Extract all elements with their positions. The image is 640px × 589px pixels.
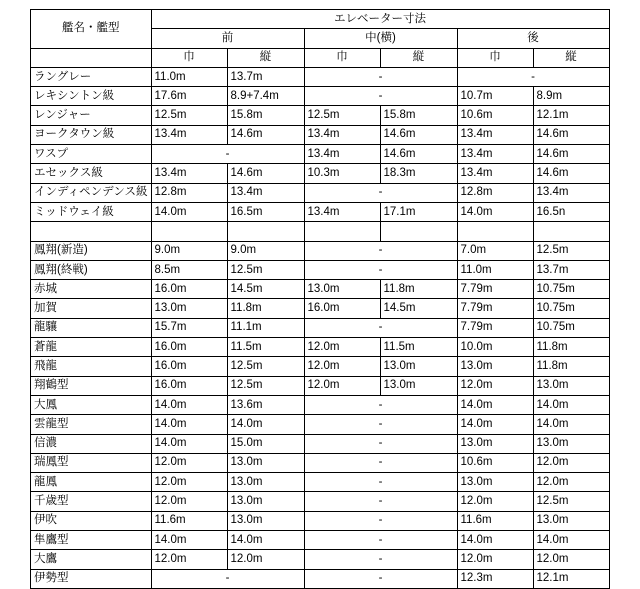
- ship-header: 艦名・艦型: [31, 10, 152, 49]
- table-row: [31, 241, 610, 260]
- front-length-cell: 13.7m: [227, 67, 304, 86]
- rear-length-cell: 14.0m: [533, 415, 609, 434]
- ship-name-cell: 翔鶴型: [31, 376, 152, 395]
- rear-width-cell: 13.4m: [457, 145, 533, 164]
- front-width-cell: 14.0m: [151, 531, 227, 550]
- middle-none-cell: -: [304, 453, 457, 472]
- table-row: [31, 106, 610, 125]
- table-row: [31, 280, 610, 299]
- middle-none-cell: -: [304, 473, 457, 492]
- table-row: [31, 299, 610, 318]
- front-width-header: 巾: [151, 48, 227, 67]
- table-row: [31, 357, 610, 376]
- front-length-cell: 11.8m: [227, 299, 304, 318]
- rear-length-cell: 10.75m: [533, 318, 609, 337]
- front-width-cell: 13.0m: [151, 299, 227, 318]
- rear-length-cell: 11.8m: [533, 357, 609, 376]
- middle-none-cell: -: [304, 241, 457, 260]
- rear-length-cell: 8.9m: [533, 87, 609, 106]
- ship-name-cell: 信濃: [31, 434, 152, 453]
- front-length-cell: 13.0m: [227, 492, 304, 511]
- table-row: [31, 434, 610, 453]
- front-length-cell: 13.0m: [227, 511, 304, 530]
- rear-length-cell: 12.1m: [533, 569, 609, 588]
- rear-length-cell: 11.8m: [533, 338, 609, 357]
- front-width-cell: 14.0m: [151, 202, 227, 221]
- rear-width-cell: 7.79m: [457, 280, 533, 299]
- middle-none-cell: -: [304, 67, 457, 86]
- front-length-cell: 13.0m: [227, 453, 304, 472]
- middle-header: 中(横): [304, 29, 457, 48]
- front-length-cell: 14.0m: [227, 415, 304, 434]
- front-length-cell: 14.5m: [227, 280, 304, 299]
- front-width-cell: 12.8m: [151, 183, 227, 202]
- table-row: [31, 395, 610, 414]
- elevator-dimensions-table: [30, 9, 610, 589]
- front-width-cell: 16.0m: [151, 338, 227, 357]
- front-width-cell: 14.0m: [151, 395, 227, 414]
- ship-name-cell: 龍鳳: [31, 473, 152, 492]
- rear-width-cell: 7.79m: [457, 299, 533, 318]
- middle-width-cell: 12.5m: [304, 106, 380, 125]
- ship-name-cell: ミッドウェイ級: [31, 202, 152, 221]
- rear-length-header: 縦: [533, 48, 609, 67]
- table-row: [31, 415, 610, 434]
- rear-width-cell: 14.0m: [457, 202, 533, 221]
- middle-none-cell: -: [304, 183, 457, 202]
- table-row: [31, 453, 610, 472]
- front-length-cell: 11.1m: [227, 318, 304, 337]
- ship-name-cell: 蒼龍: [31, 338, 152, 357]
- front-length-cell: 14.0m: [227, 531, 304, 550]
- rear-width-cell: 11.6m: [457, 511, 533, 530]
- rear-width-cell: 13.0m: [457, 357, 533, 376]
- ship-name-cell: 加賀: [31, 299, 152, 318]
- middle-none-cell: -: [304, 511, 457, 530]
- front-length-cell: 12.5m: [227, 260, 304, 279]
- middle-width-cell: 12.0m: [304, 338, 380, 357]
- ship-name-cell: ワスプ: [31, 145, 152, 164]
- rear-length-cell: 13.0m: [533, 511, 609, 530]
- middle-length-cell: 13.0m: [380, 376, 457, 395]
- rear-length-cell: 12.5m: [533, 241, 609, 260]
- rear-width-cell: 10.0m: [457, 338, 533, 357]
- front-length-cell: 15.8m: [227, 106, 304, 125]
- rear-header: 後: [457, 29, 609, 48]
- middle-length-cell: 14.6m: [380, 145, 457, 164]
- empty-cell: [151, 222, 227, 241]
- rear-length-cell: 14.0m: [533, 395, 609, 414]
- rear-width-header: 巾: [457, 48, 533, 67]
- rear-width-cell: 7.79m: [457, 318, 533, 337]
- ship-name-cell: 伊勢型: [31, 569, 152, 588]
- ship-name-cell: 龍驤: [31, 318, 152, 337]
- front-length-cell: 16.5m: [227, 202, 304, 221]
- front-length-cell: 13.4m: [227, 183, 304, 202]
- ship-name-cell: 千歳型: [31, 492, 152, 511]
- front-length-cell: 12.5m: [227, 376, 304, 395]
- table-row: [31, 183, 610, 202]
- middle-width-cell: 16.0m: [304, 299, 380, 318]
- ship-name-cell: 鳳翔(終戦): [31, 260, 152, 279]
- front-none-cell: -: [151, 145, 304, 164]
- rear-width-cell: 13.0m: [457, 434, 533, 453]
- rear-width-cell: 14.0m: [457, 395, 533, 414]
- rear-length-cell: 12.0m: [533, 453, 609, 472]
- middle-length-cell: 18.3m: [380, 164, 457, 183]
- rear-width-cell: 10.7m: [457, 87, 533, 106]
- table-row: [31, 550, 610, 569]
- rear-length-cell: 13.7m: [533, 260, 609, 279]
- middle-length-cell: 14.6m: [380, 125, 457, 144]
- ship-name-cell: 大鳳: [31, 395, 152, 414]
- table-row: [31, 125, 610, 144]
- front-width-cell: 14.0m: [151, 434, 227, 453]
- front-width-cell: 12.0m: [151, 453, 227, 472]
- front-width-cell: 14.0m: [151, 415, 227, 434]
- front-length-cell: 12.0m: [227, 550, 304, 569]
- front-header: 前: [151, 29, 304, 48]
- rear-width-cell: 14.0m: [457, 531, 533, 550]
- elevator-header: エレベーター寸法: [151, 10, 609, 29]
- middle-length-cell: 11.5m: [380, 338, 457, 357]
- table-row: [31, 376, 610, 395]
- ship-name-cell: 雲龍型: [31, 415, 152, 434]
- ship-name-cell: エセックス級: [31, 164, 152, 183]
- table-row: [31, 473, 610, 492]
- rear-width-cell: 12.0m: [457, 492, 533, 511]
- front-width-cell: 9.0m: [151, 241, 227, 260]
- front-width-cell: 13.4m: [151, 164, 227, 183]
- empty-cell: [457, 222, 533, 241]
- ship-name-cell: レンジャー: [31, 106, 152, 125]
- middle-none-cell: -: [304, 550, 457, 569]
- table-row: [31, 569, 610, 588]
- table-row: [31, 531, 610, 550]
- ship-name-cell: 飛龍: [31, 357, 152, 376]
- table-row: [31, 164, 610, 183]
- table-row: [31, 67, 610, 86]
- middle-width-cell: 13.0m: [304, 280, 380, 299]
- rear-length-cell: 12.1m: [533, 106, 609, 125]
- table-row: [31, 511, 610, 530]
- middle-none-cell: -: [304, 260, 457, 279]
- front-length-header: 縦: [227, 48, 304, 67]
- rear-length-cell: 13.0m: [533, 376, 609, 395]
- front-length-cell: 12.5m: [227, 357, 304, 376]
- front-length-cell: 14.6m: [227, 164, 304, 183]
- table-row: [31, 260, 610, 279]
- middle-width-cell: 13.4m: [304, 145, 380, 164]
- table-row: [31, 145, 610, 164]
- middle-length-cell: 14.5m: [380, 299, 457, 318]
- rear-length-cell: 14.6m: [533, 164, 609, 183]
- middle-none-cell: -: [304, 434, 457, 453]
- ship-name-cell: 隼鷹型: [31, 531, 152, 550]
- middle-width-header: 巾: [304, 48, 380, 67]
- ship-name-cell: ラングレー: [31, 67, 152, 86]
- front-width-cell: 16.0m: [151, 357, 227, 376]
- ship-name-cell: 鳳翔(新造): [31, 241, 152, 260]
- front-width-cell: 12.0m: [151, 473, 227, 492]
- front-width-cell: 12.5m: [151, 106, 227, 125]
- rear-length-cell: 12.5m: [533, 492, 609, 511]
- middle-none-cell: -: [304, 395, 457, 414]
- front-none-cell: -: [151, 569, 304, 588]
- rear-width-cell: 12.8m: [457, 183, 533, 202]
- rear-length-cell: 12.0m: [533, 473, 609, 492]
- front-length-cell: 9.0m: [227, 241, 304, 260]
- rear-length-cell: 10.75m: [533, 299, 609, 318]
- middle-none-cell: -: [304, 318, 457, 337]
- rear-length-cell: 13.4m: [533, 183, 609, 202]
- table-row: [31, 202, 610, 221]
- table-row: [31, 87, 610, 106]
- ship-name-cell: 伊吹: [31, 511, 152, 530]
- rear-width-cell: 12.3m: [457, 569, 533, 588]
- front-width-cell: 11.6m: [151, 511, 227, 530]
- rear-width-cell: 14.0m: [457, 415, 533, 434]
- front-length-cell: 13.6m: [227, 395, 304, 414]
- empty-cell: [304, 222, 380, 241]
- front-width-cell: 15.7m: [151, 318, 227, 337]
- middle-width-cell: 13.4m: [304, 202, 380, 221]
- rear-width-cell: 13.4m: [457, 164, 533, 183]
- ship-name-cell: ヨークタウン級: [31, 125, 152, 144]
- rear-length-cell: 12.0m: [533, 550, 609, 569]
- front-length-cell: 15.0m: [227, 434, 304, 453]
- rear-length-cell: 14.6m: [533, 145, 609, 164]
- middle-length-cell: 11.8m: [380, 280, 457, 299]
- rear-length-cell: 14.0m: [533, 531, 609, 550]
- front-length-cell: 11.5m: [227, 338, 304, 357]
- rear-width-cell: 10.6m: [457, 106, 533, 125]
- empty-header-cell: [31, 48, 152, 67]
- rear-width-cell: 13.4m: [457, 125, 533, 144]
- rear-none-cell: -: [457, 67, 609, 86]
- middle-none-cell: -: [304, 415, 457, 434]
- front-width-cell: 12.0m: [151, 492, 227, 511]
- header-row-1: [31, 10, 610, 29]
- table-row: [31, 338, 610, 357]
- front-width-cell: 16.0m: [151, 280, 227, 299]
- front-width-cell: 13.4m: [151, 125, 227, 144]
- rear-length-cell: 13.0m: [533, 434, 609, 453]
- header-row-3: [31, 48, 610, 67]
- rear-width-cell: 12.0m: [457, 550, 533, 569]
- front-width-cell: 16.0m: [151, 376, 227, 395]
- rear-length-cell: 10.75m: [533, 280, 609, 299]
- front-width-cell: 8.5m: [151, 260, 227, 279]
- table-row: [31, 492, 610, 511]
- empty-cell: [533, 222, 609, 241]
- middle-length-cell: 13.0m: [380, 357, 457, 376]
- middle-length-header: 縦: [380, 48, 457, 67]
- rear-width-cell: 10.6m: [457, 453, 533, 472]
- blank-row: [31, 222, 610, 241]
- middle-length-cell: 17.1m: [380, 202, 457, 221]
- front-length-cell: 8.9+7.4m: [227, 87, 304, 106]
- middle-width-cell: 13.4m: [304, 125, 380, 144]
- middle-none-cell: -: [304, 569, 457, 588]
- ship-name-cell: 瑞鳳型: [31, 453, 152, 472]
- middle-none-cell: -: [304, 492, 457, 511]
- rear-length-cell: 14.6m: [533, 125, 609, 144]
- rear-width-cell: 12.0m: [457, 376, 533, 395]
- rear-width-cell: 7.0m: [457, 241, 533, 260]
- middle-width-cell: 10.3m: [304, 164, 380, 183]
- front-length-cell: 14.6m: [227, 125, 304, 144]
- front-length-cell: 13.0m: [227, 473, 304, 492]
- empty-cell: [380, 222, 457, 241]
- front-width-cell: 12.0m: [151, 550, 227, 569]
- empty-cell: [227, 222, 304, 241]
- ship-name-cell: 大鷹: [31, 550, 152, 569]
- middle-width-cell: 12.0m: [304, 376, 380, 395]
- middle-length-cell: 15.8m: [380, 106, 457, 125]
- front-width-cell: 17.6m: [151, 87, 227, 106]
- middle-width-cell: 12.0m: [304, 357, 380, 376]
- ship-name-cell: レキシントン級: [31, 87, 152, 106]
- front-width-cell: 11.0m: [151, 67, 227, 86]
- ship-name-cell: インディペンデンス級: [31, 183, 152, 202]
- table-row: [31, 318, 610, 337]
- middle-none-cell: -: [304, 531, 457, 550]
- rear-length-cell: 16.5n: [533, 202, 609, 221]
- empty-cell: [31, 222, 152, 241]
- rear-width-cell: 11.0m: [457, 260, 533, 279]
- middle-none-cell: -: [304, 87, 457, 106]
- ship-name-cell: 赤城: [31, 280, 152, 299]
- rear-width-cell: 13.0m: [457, 473, 533, 492]
